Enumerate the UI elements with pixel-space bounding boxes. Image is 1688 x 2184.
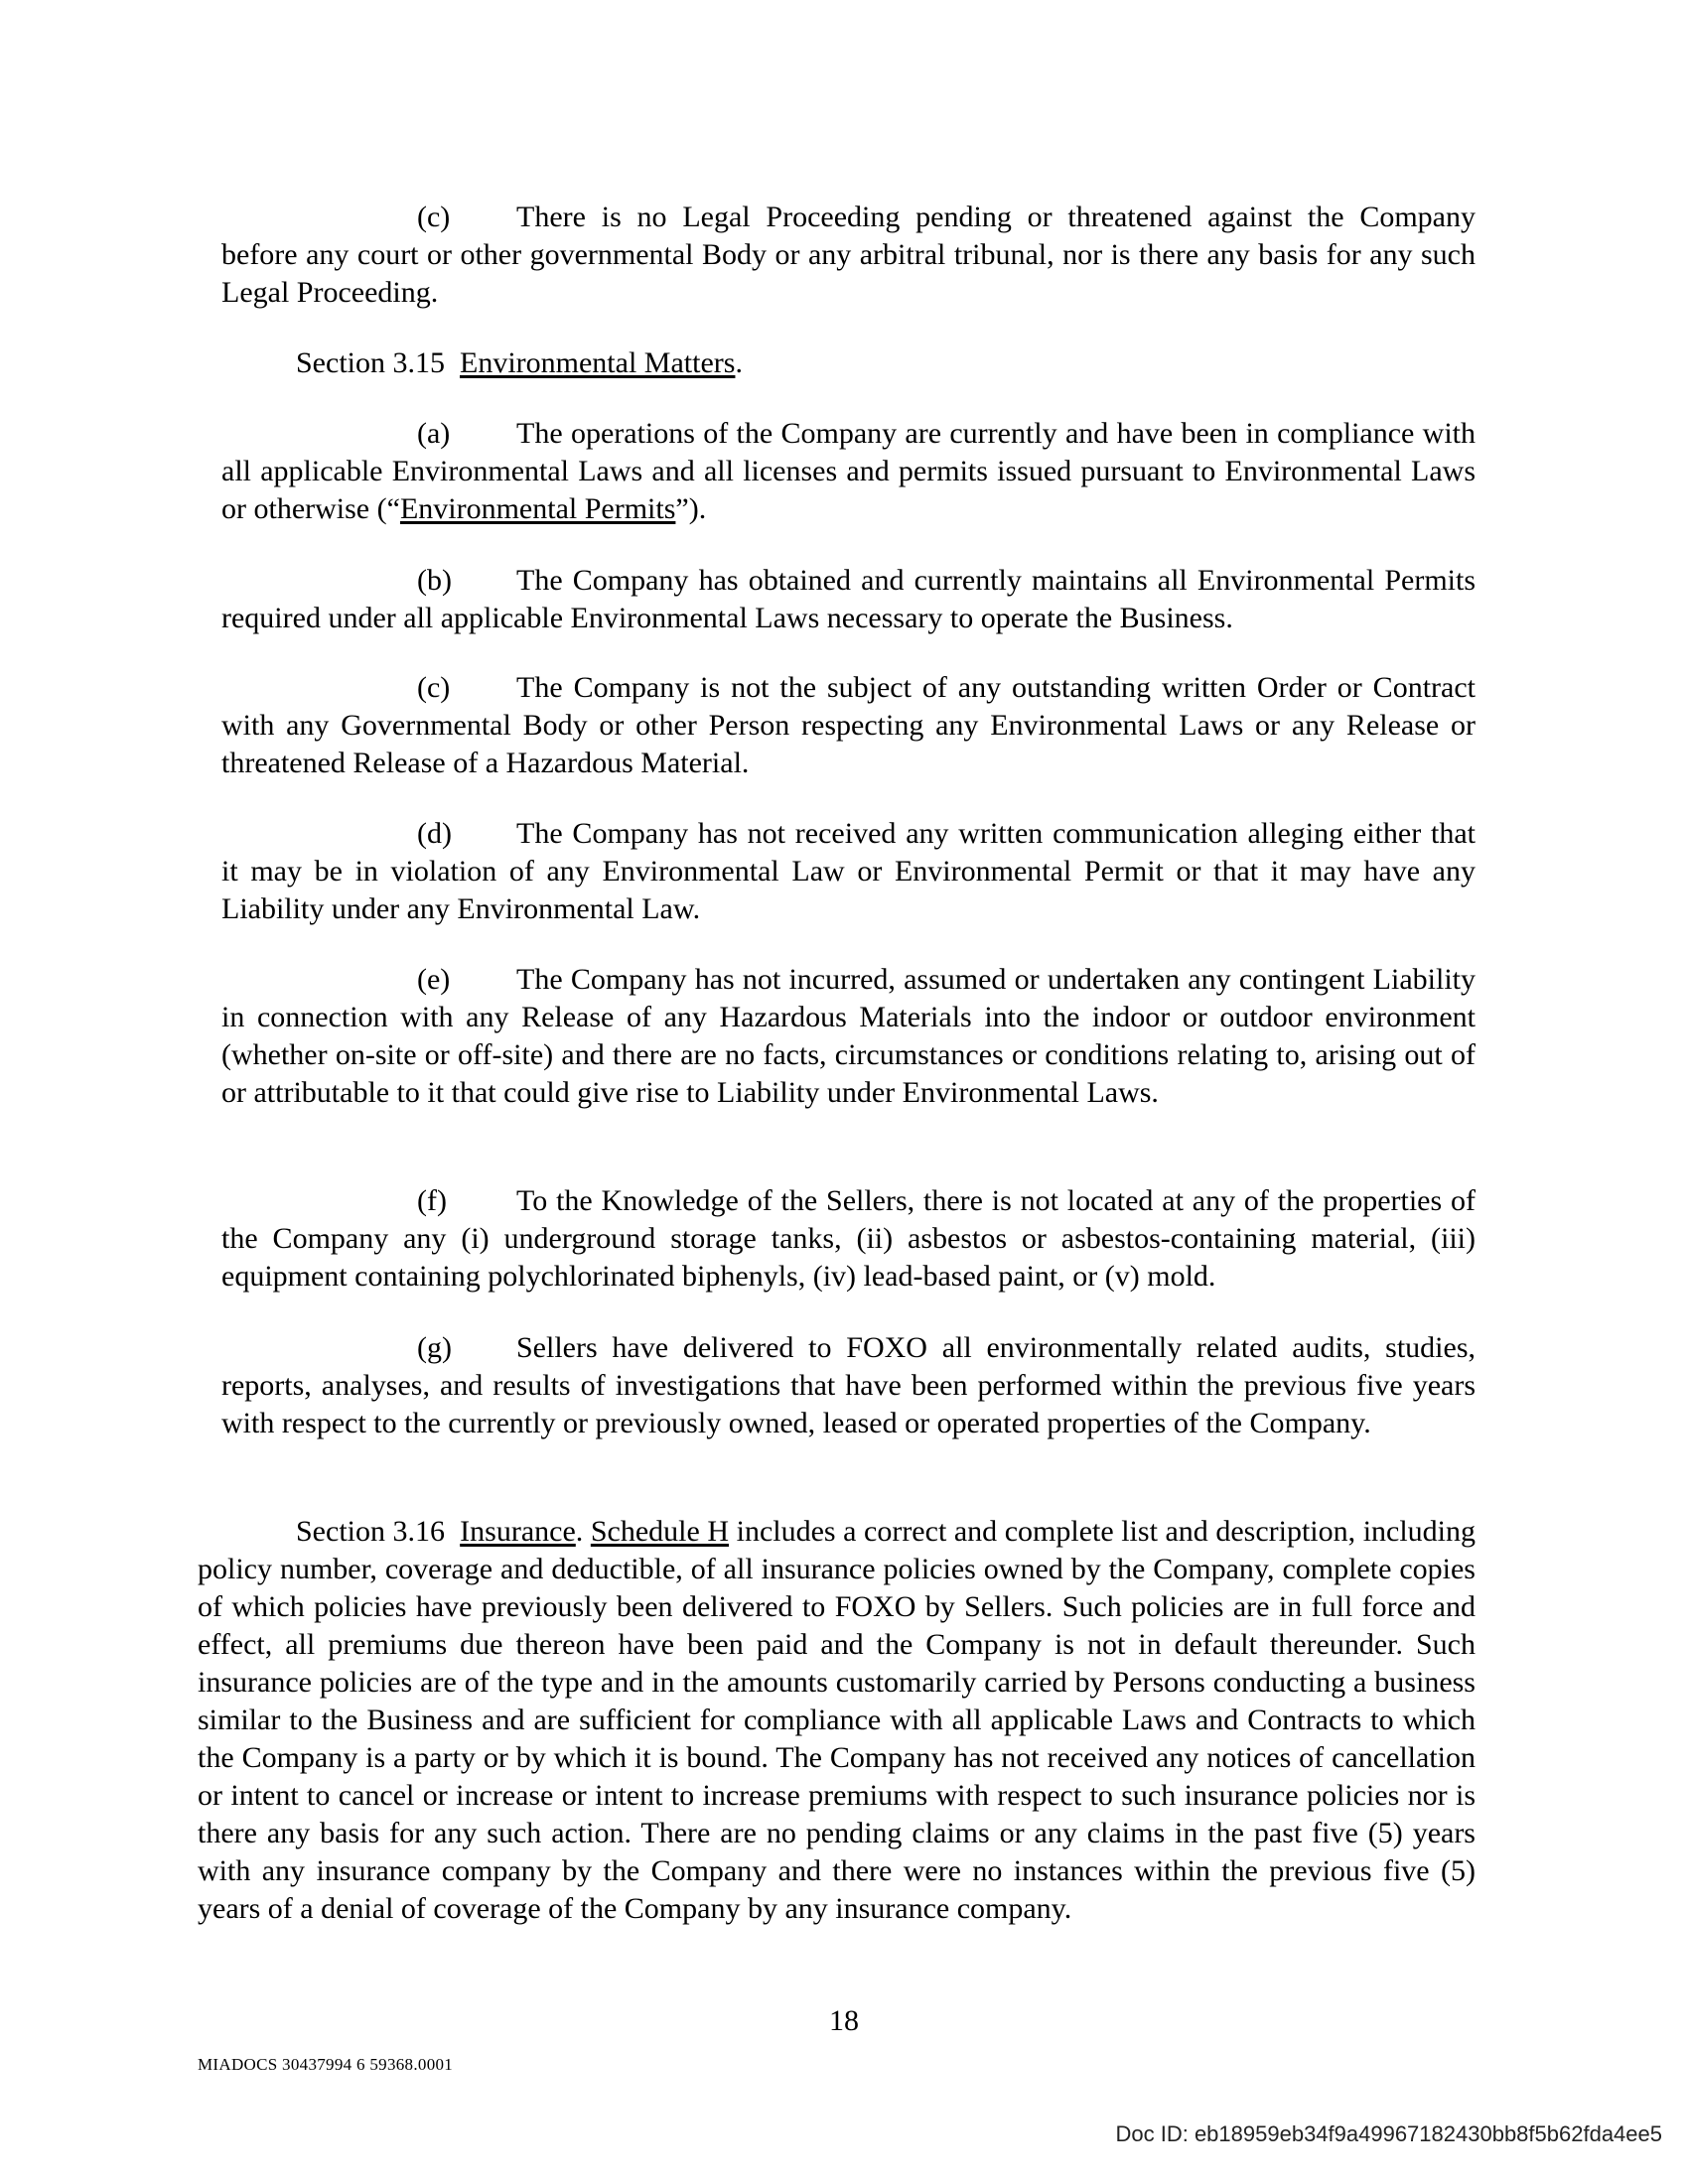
section-number: Section 3.16 — [296, 1515, 446, 1548]
paragraph-text: The Company is not the subject of any outstanding written Order or Contract with any Governmental Body or other Person respecting any Environmental Laws or any Release or threatened Release of a Hazardous Material. — [221, 671, 1476, 779]
paragraph-text: includes a correct and complete list and description, including policy number, coverage and deductible, of all insurance policies owned by the Company, complete copies of which policies have previously been delivered to FOXO by Sellers. Such policies are in full force and effect, all premiums due thereon have been paid and the Company is not in default thereunder. Such insurance policies are of the type and in the amounts customarily carried by Persons conducting a business similar to the Business and are sufficient for compliance with all applicable Laws and Contracts to which the Company is a party or by which it is bound. The Company has not received any notices of cancellation or intent to cancel or increase or intent to increase premiums with respect to such insurance policies nor is there any basis for any such action. There are no pending claims or any claims in the past five (5) years with any insurance company by the Company and there were no instances within the previous five (5) years of a denial of coverage of the Company by any insurance company. — [198, 1515, 1477, 1925]
paragraph-c-legal-proceeding — [221, 199, 1476, 312]
paragraph-g-audits — [221, 1329, 1476, 1442]
doc-id-stamp: Doc ID: eb18959eb34f9a49967182430bb8f5b62fda4ee5 — [1115, 2121, 1662, 2146]
paragraph-label: (e) — [417, 963, 451, 996]
paragraph-label: (d) — [417, 817, 452, 850]
paragraph-f-knowledge — [221, 1182, 1476, 1296]
paragraph-text: There is no Legal Proceeding pending or threatened against the Company before any court or other governmental Body or any arbitral tribunal, nor is there any basis for any such Legal Proceeding. — [221, 201, 1476, 309]
paragraph-text: The Company has obtained and currently maintains all Environmental Permits required under all applicable Environmental Laws necessary to operate the Business. — [221, 564, 1476, 634]
paragraph-text: The Company has not incurred, assumed or undertaken any contingent Liability in connection with any Release of any Hazardous Materials into the indoor or outdoor environment (whether on-site or off-site) and there are no facts, circumstances or conditions relating to, arising out of or attributable to it that could give rise to Liability under Environmental Laws. — [221, 963, 1476, 1109]
paragraph-d-communications — [221, 815, 1476, 928]
section-3-15-heading — [296, 344, 1574, 382]
section-title-suffix: . — [575, 1515, 584, 1548]
paragraph-text: To the Knowledge of the Sellers, there is not located at any of the properties of the Company any (i) underground storage tanks, (ii) asbestos or asbestos-containing material, (iii) equipment containing polychlorinated biphenyls, (iv) lead-based paint, or (v) mold. — [221, 1184, 1476, 1293]
paragraph-text: Sellers have delivered to FOXO all environmentally related audits, studies, reports, analyses, and results of investigations that have been performed within the previous five years with respect to the currently or previously owned, leased or operated properties of the Company. — [221, 1331, 1476, 1439]
section-number: Section 3.15 — [296, 346, 445, 379]
paragraph-label: (c) — [417, 201, 451, 233]
page-number: 18 — [829, 2004, 859, 2037]
paragraph-label: (g) — [417, 1331, 452, 1364]
section-title: Environmental Matters — [460, 346, 736, 379]
section-title-suffix: . — [735, 346, 743, 379]
defined-term-environmental-permits: Environmental Permits — [399, 492, 676, 525]
paragraph-label: (f) — [417, 1184, 447, 1217]
paragraph-label: (c) — [417, 671, 451, 704]
footer-document-code: MIADOCS 30437994 6 59368.0001 — [198, 2055, 454, 2074]
paragraph-label: (b) — [417, 564, 452, 597]
section-title: Insurance — [460, 1515, 576, 1548]
schedule-reference: Schedule H — [590, 1515, 730, 1548]
paragraph-a-compliance — [221, 415, 1476, 528]
paragraph-label: (a) — [417, 417, 451, 450]
paragraph-c-orders — [221, 669, 1476, 782]
paragraph-e-liability — [221, 961, 1476, 1112]
section-3-16-insurance — [198, 1513, 1476, 1928]
paragraph-b-permits — [221, 562, 1476, 637]
paragraph-text: The Company has not received any written communication alleging either that it may be in violation of any Environmental Law or Environmental Permit or that it may have any Liability under any Environmental Law. — [221, 817, 1476, 925]
paragraph-text-end: ”). — [675, 492, 707, 525]
paragraph-text: The operations of the Company are currently and have been in compliance with all applicable Environmental Laws and all licenses and permits issued pursuant to Environmental Laws or otherwise (“ — [221, 417, 1476, 525]
